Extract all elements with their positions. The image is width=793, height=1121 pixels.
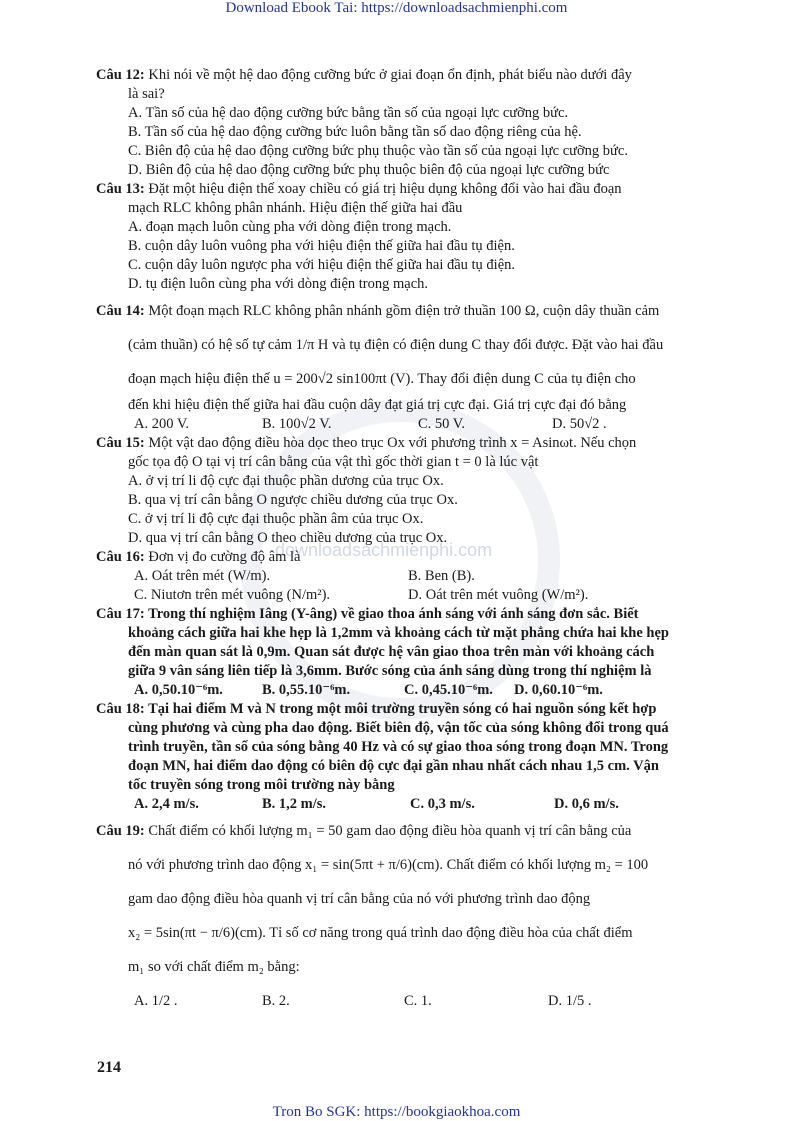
option-c: C. cuộn dây luôn ngược pha với hiệu điện thế giữa hai đầu tụ điện. bbox=[128, 257, 516, 273]
footer-link[interactable]: Tron Bo SGK: https://bookgiaokhoa.com bbox=[272, 1104, 521, 1120]
options-row bbox=[134, 984, 724, 1018]
option-c: C. 0,45.10⁻⁶m. bbox=[404, 682, 493, 698]
options-row bbox=[134, 681, 724, 700]
option-b: B. cuộn dây luôn vuông pha với hiệu điện thế giữa hai đầu tụ điện. bbox=[128, 238, 515, 254]
option-d: D. 50√2 . bbox=[552, 416, 607, 432]
question-text-cont: cùng phương và cùng pha dao động. Biết biên độ, vận tốc của sóng không đổi trong quá bbox=[128, 720, 669, 736]
question-text-cont: giữa 9 vân sáng liên tiếp là 3,6mm. Bước sóng của ánh sáng dùng trong thí nghiệm là bbox=[128, 663, 652, 679]
question-text-cont: gốc tọa độ O tại vị trí cân bằng của vật thì gốc thời gian t = 0 là lúc vật bbox=[128, 454, 539, 470]
question-text: Đơn vị đo cường độ âm là bbox=[148, 549, 301, 565]
question-text-cont: đến khi hiệu điện thế giữa hai đầu cuộn dây đạt giá trị cực đại. Giá trị cực đại đó bằng bbox=[128, 397, 627, 413]
question-text-cont: nó với phương trình dao động x₁ = sin(5πt + π/6)(cm). Chất điểm có khối lượng m₂ = 100 bbox=[128, 857, 649, 873]
question-number: Câu 15: bbox=[96, 435, 145, 451]
option-a: A. 1/2 . bbox=[134, 993, 178, 1009]
options-row bbox=[134, 586, 724, 605]
question-text-cont: khoảng cách giữa hai khe hẹp là 1,2mm và khoảng cách từ mặt phẳng chứa hai khe hẹp bbox=[128, 625, 669, 641]
options-row bbox=[134, 567, 724, 586]
option-a: A. 0,50.10⁻⁶m. bbox=[134, 682, 223, 698]
question-text-cont: m₁ so với chất điểm m₂ bằng: bbox=[128, 959, 300, 975]
question-text-cont: là sai? bbox=[128, 86, 165, 102]
question-15 bbox=[96, 434, 724, 453]
question-number: Câu 12: bbox=[96, 67, 145, 83]
option-a: A. Oát trên mét (W/m). bbox=[134, 568, 271, 584]
option-a: A. Tần số của hệ dao động cưỡng bức bằng tần số của ngoại lực cưỡng bức. bbox=[128, 105, 569, 121]
question-number: Câu 17: bbox=[96, 606, 145, 622]
option-b: B. 0,55.10⁻⁶m. bbox=[262, 682, 351, 698]
option-d: D. 1/5 . bbox=[548, 993, 592, 1009]
option-c: C. ở vị trí li độ cực đại thuộc phần âm của trục Ox. bbox=[128, 511, 424, 527]
options-row bbox=[134, 415, 724, 434]
question-12 bbox=[96, 66, 724, 85]
question-text-cont: (cảm thuần) có hệ số tự cảm 1/π H và tụ điện có điện dung C thay đổi được. Đặt vào hai đầu bbox=[128, 337, 664, 353]
option-a: A. đoạn mạch luôn cùng pha với dòng điện trong mạch. bbox=[128, 219, 452, 235]
question-text-cont: gam dao động điều hòa quanh vị trí cân bằng của nó với phương trình dao động bbox=[128, 891, 591, 907]
page-number: 214 bbox=[97, 1059, 121, 1076]
question-18 bbox=[96, 700, 724, 719]
option-b: B. 1,2 m/s. bbox=[262, 796, 327, 812]
question-text: Đặt một hiệu điện thế xoay chiều có giá trị hiệu dụng không đổi vào hai đầu đoạn bbox=[148, 181, 622, 197]
option-d: D. qua vị trí cân bằng O theo chiều dương của trục Ox. bbox=[128, 530, 448, 546]
question-text-cont: mạch RLC không phân nhánh. Hiệu điện thế giữa hai đầu bbox=[128, 200, 463, 216]
question-number: Câu 16: bbox=[96, 549, 145, 565]
question-text-cont: trình truyền, tần số của sóng bằng 40 Hz và có sự giao thoa sóng trong đoạn MN. Trong bbox=[128, 739, 669, 755]
question-19 bbox=[96, 814, 724, 848]
watermark-text: downloadsachmienphi.com bbox=[275, 540, 493, 560]
option-b: B. qua vị trí cân bằng O ngược chiều dương của trục Ox. bbox=[128, 492, 458, 508]
question-text: Tại hai điểm M và N trong một môi trường truyền sóng có hai nguồn sóng kết hợp bbox=[148, 701, 657, 717]
question-17 bbox=[96, 605, 724, 624]
question-13 bbox=[96, 180, 724, 199]
option-b: B. 100√2 V. bbox=[262, 416, 332, 432]
option-c: C. 1. bbox=[404, 993, 432, 1009]
question-text-cont: đến màn quan sát là 0,9m. Quan sát được hệ vân giao thoa trên màn với khoảng cách bbox=[128, 644, 655, 660]
question-text: Một đoạn mạch RLC không phân nhánh gồm điện trở thuần 100 Ω, cuộn dây thuần cảm bbox=[148, 303, 660, 319]
option-b: B. 2. bbox=[262, 993, 290, 1009]
question-16 bbox=[96, 548, 724, 567]
question-number: Câu 14: bbox=[96, 303, 145, 319]
option-c: C. 0,3 m/s. bbox=[410, 796, 475, 812]
option-d: D. Oát trên mét vuông (W/m²). bbox=[408, 587, 589, 603]
option-c: C. Niutơn trên mét vuông (N/m²). bbox=[134, 587, 331, 603]
question-text-cont: đoạn MN, hai điểm dao động có biên độ cực đại gần nhau nhất cách nhau 1,5 cm. Vận bbox=[128, 758, 659, 774]
options-row bbox=[134, 795, 724, 814]
option-a: A. 2,4 m/s. bbox=[134, 796, 199, 812]
option-d: D. tụ điện luôn cùng pha với dòng điện trong mạch. bbox=[128, 276, 429, 292]
option-b: B. Tần số của hệ dao động cưỡng bức luôn bằng tần số dao động riêng của hệ. bbox=[128, 124, 582, 140]
option-b: B. Ben (B). bbox=[408, 568, 475, 584]
question-text: Chất điểm có khối lượng m₁ = 50 gam dao động điều hòa quanh vị trí cân bằng của bbox=[148, 823, 632, 839]
question-text: Một vật dao động điều hòa dọc theo trục Ox với phương trình x = Asinωt. Nếu chọn bbox=[148, 435, 637, 451]
page-content bbox=[96, 66, 724, 1018]
question-text-cont: tốc truyền sóng trong môi trường này bằng bbox=[128, 777, 395, 793]
question-number: Câu 19: bbox=[96, 823, 145, 839]
question-text-cont: x₂ = 5sin(πt − π/6)(cm). Tỉ số cơ năng trong quá trình dao động điều hòa của chất điểm bbox=[128, 925, 633, 941]
option-c: C. Biên độ của hệ dao động cưỡng bức phụ thuộc vào tần số của ngoại lực cưỡng bức. bbox=[128, 143, 628, 159]
option-a: A. ở vị trí li độ cực đại thuộc phần dương của trục Ox. bbox=[128, 473, 444, 489]
option-c: C. 50 V. bbox=[418, 416, 466, 432]
question-number: Câu 18: bbox=[96, 701, 145, 717]
option-d: D. 0,60.10⁻⁶m. bbox=[514, 682, 603, 698]
question-number: Câu 13: bbox=[96, 181, 145, 197]
question-text: Trong thí nghiệm Iâng (Y-âng) về giao thoa ánh sáng với ánh sáng đơn sắc. Biết bbox=[148, 606, 639, 622]
option-d: D. Biên độ của hệ dao động cưỡng bức phụ thuộc biên độ của ngoại lực cưỡng bức bbox=[128, 162, 610, 178]
option-a: A. 200 V. bbox=[134, 416, 190, 432]
header-download-link[interactable]: Download Ebook Tai: https://downloadsachmienphi.com bbox=[225, 0, 568, 16]
question-text-cont: đoạn mạch hiệu điện thế u = 200√2 sin100πt (V). Thay đổi điện dung C của tụ điện cho bbox=[128, 371, 636, 387]
question-text: Khi nói về một hệ dao động cưỡng bức ở giai đoạn ổn định, phát biểu nào dưới đây bbox=[148, 67, 632, 83]
question-14 bbox=[96, 294, 724, 328]
option-d: D. 0,6 m/s. bbox=[554, 796, 619, 812]
